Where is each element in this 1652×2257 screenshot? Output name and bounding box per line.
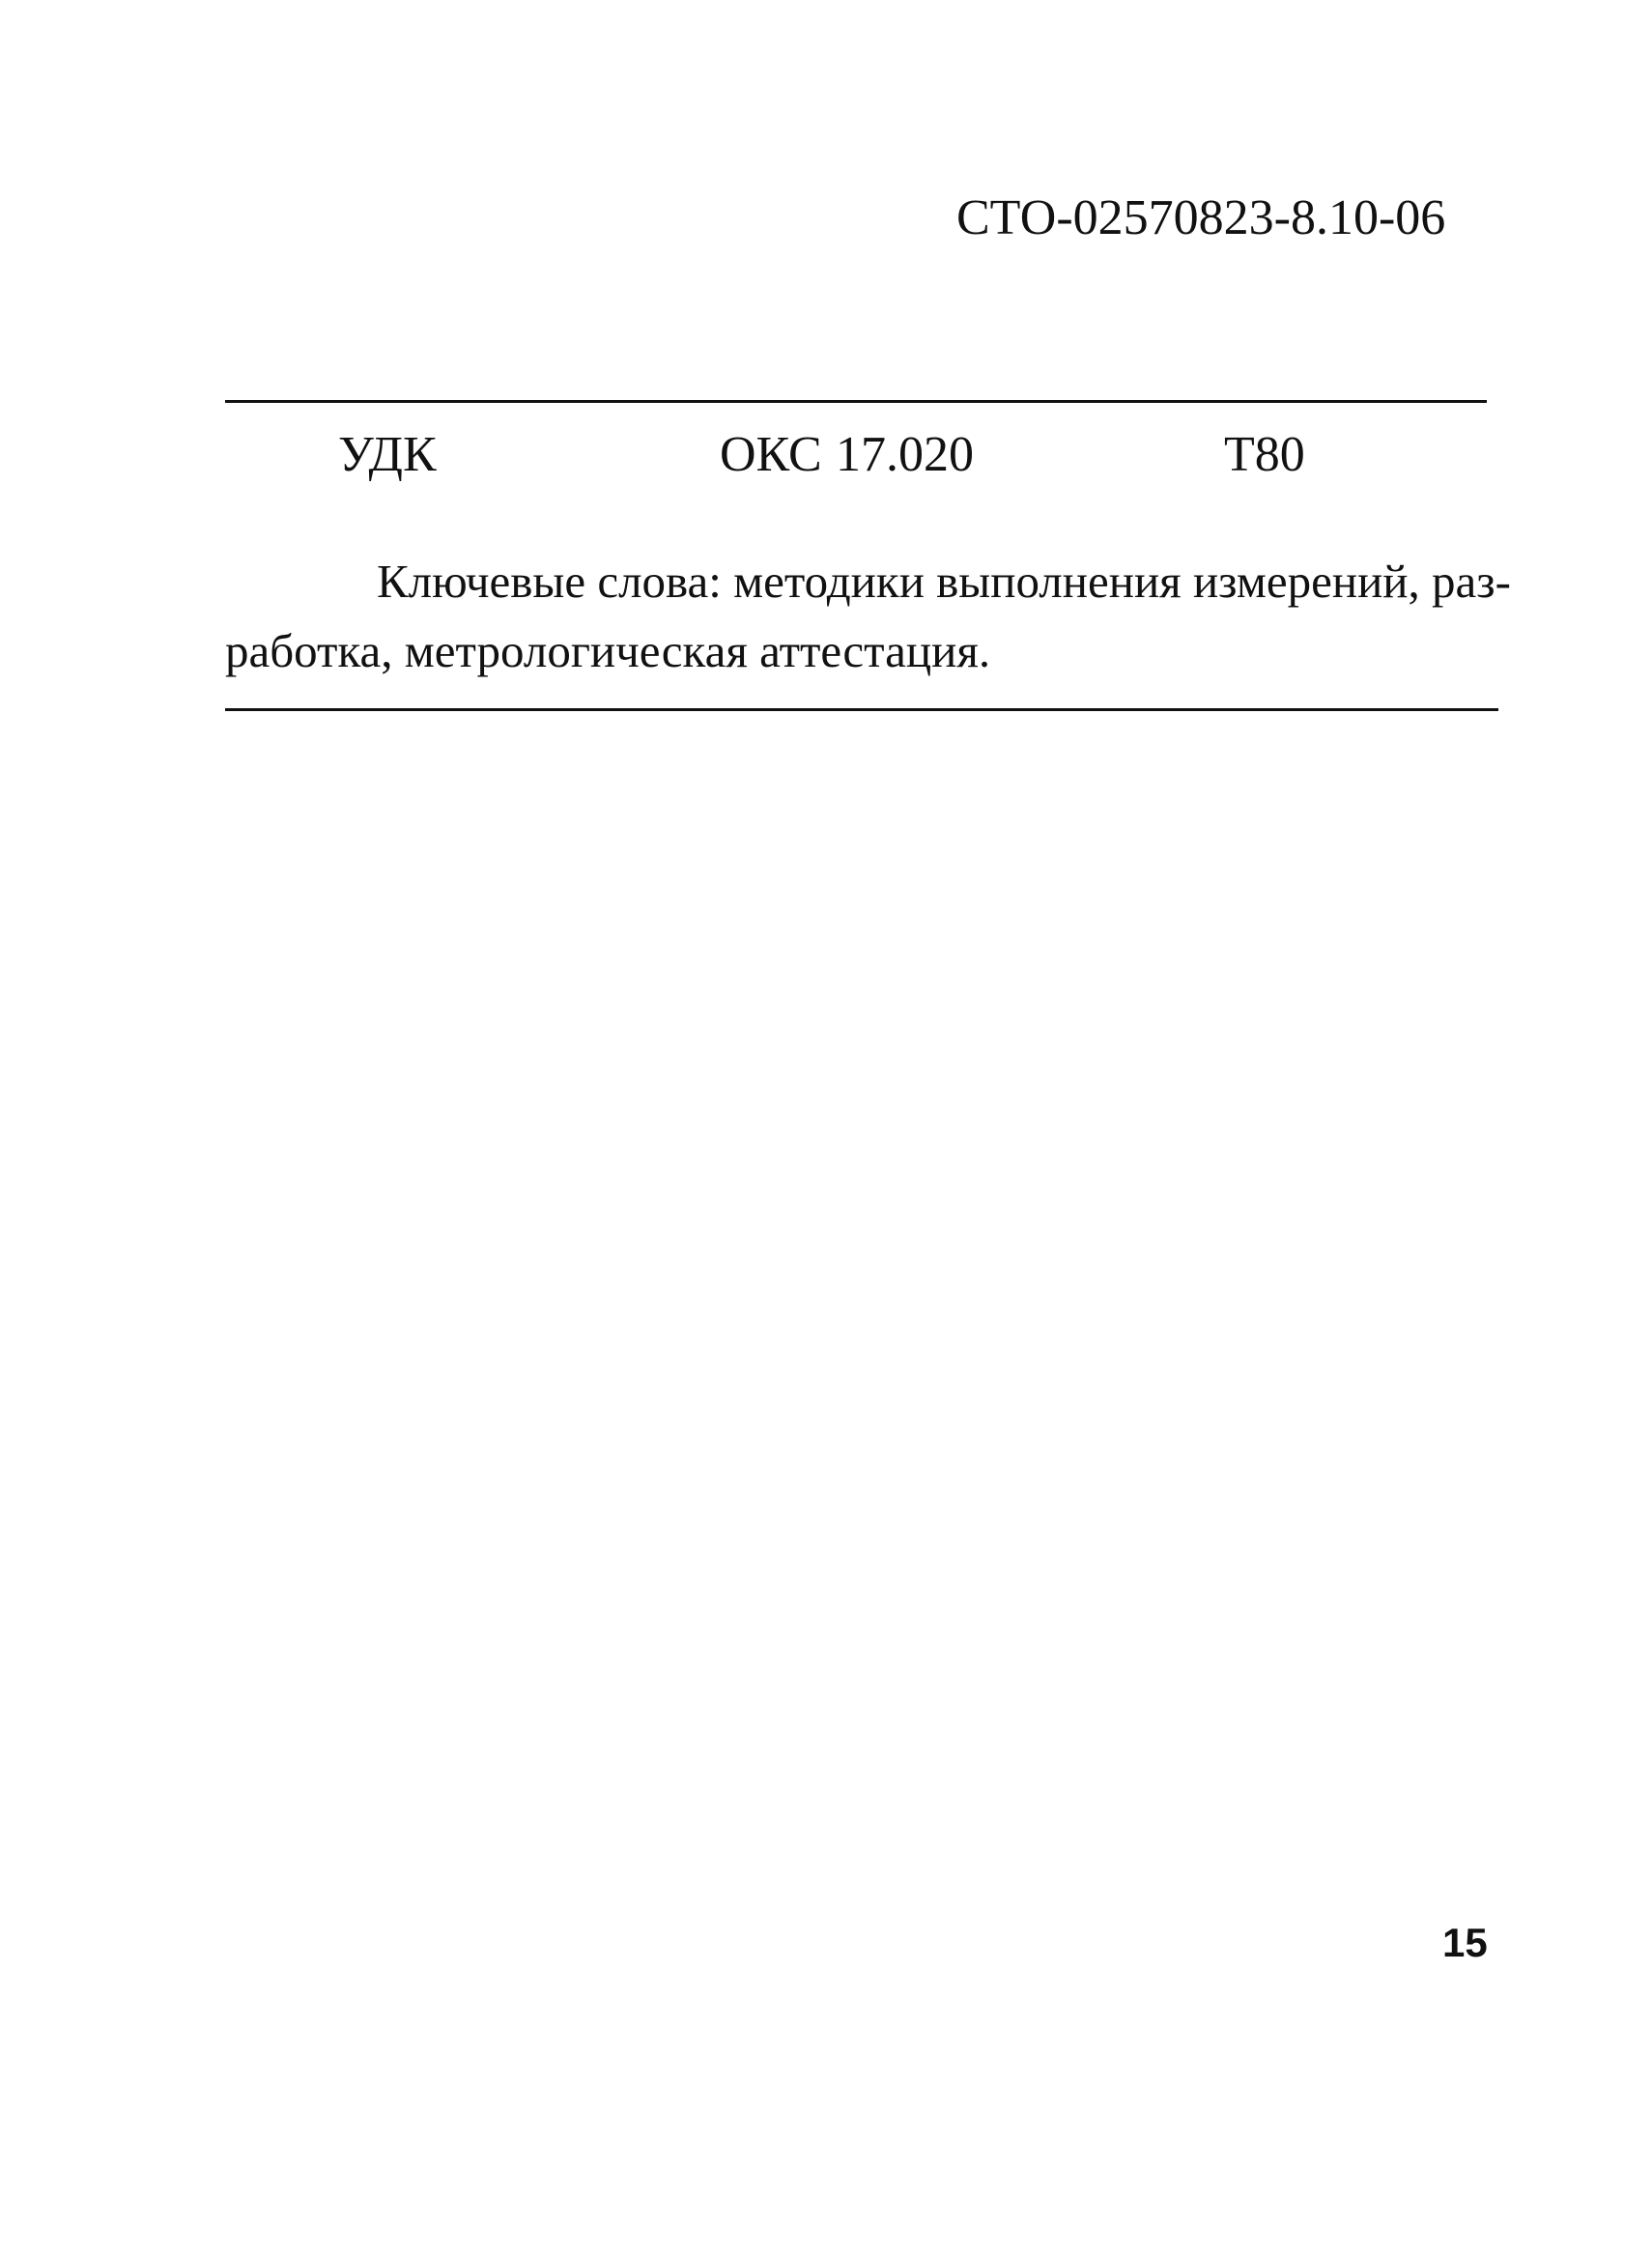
keywords-line-2: работка, метрологическая аттестация. [225,624,991,677]
top-divider [225,400,1487,403]
document-code: СТО-02570823-8.10-06 [956,190,1446,245]
oks-code: 17.020 [836,427,974,482]
keywords-paragraph [225,547,1511,686]
oks-label: ОКС [720,427,822,482]
group-code: Т80 [1224,427,1305,482]
udk-label: УДК [338,427,437,482]
page-number: 15 [1442,1920,1488,1965]
keywords-line-1: Ключевые слова: методики выполнения измерений, раз- [377,555,1511,608]
bottom-divider [225,708,1498,711]
